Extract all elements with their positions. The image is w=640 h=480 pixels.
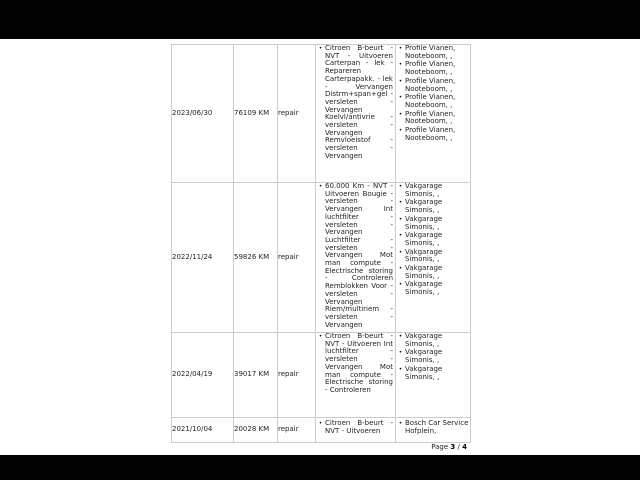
page-footer-label: Page	[431, 443, 449, 451]
garage-cell	[396, 333, 471, 418]
table-row	[172, 45, 471, 183]
garage-list-item	[396, 249, 470, 264]
work-items-text: Citroen B-beurt - NVT - Uitvoeren	[325, 419, 393, 435]
garage-list-item	[396, 199, 470, 214]
bullet-icon: •	[398, 215, 403, 223]
table-row	[172, 418, 471, 443]
work-items-text: Citroen B-beurt - NVT - Uitvoeren Int luchtfilter - versleten - Vervangen Mot man compute - Electrische storing - Controleren	[325, 332, 393, 394]
date-cell: 2022/11/24	[172, 183, 234, 333]
garage-list-item	[396, 216, 470, 231]
garage-name: Vakgarage Simonis, ,	[405, 332, 443, 348]
garage-name: Bosch Car Service Hofplein,	[405, 419, 469, 435]
garage-list-item	[396, 183, 470, 198]
garage-name: Vakgarage Simonis, ,	[405, 198, 443, 215]
bullet-icon: •	[398, 110, 403, 118]
bullet-icon: •	[398, 77, 403, 85]
garage-name: Vakgarage Simonis, ,	[405, 280, 443, 297]
garage-name: Profile Vianen, Nooteboom, ,	[405, 76, 456, 93]
page-footer	[171, 443, 467, 451]
garage-name: Vakgarage Simonis, ,	[405, 214, 443, 231]
bullet-icon: •	[398, 127, 403, 135]
garage-cell	[396, 183, 471, 333]
garage-list-item	[396, 265, 470, 280]
garage-list-item	[396, 232, 470, 247]
page-number-total: 4	[462, 443, 467, 451]
garage-name: Vakgarage Simonis, ,	[405, 348, 443, 365]
page-footer-separator: /	[457, 443, 460, 451]
garage-name: Profile Vianen, Nooteboom, ,	[405, 44, 456, 60]
garage-list-item	[396, 45, 470, 60]
garage-name: Vakgarage Simonis, ,	[405, 247, 443, 264]
work-list-item	[316, 45, 395, 161]
odometer-cell: 20028 KM	[234, 418, 278, 443]
maintenance-history-table	[171, 44, 471, 443]
bullet-icon: •	[398, 232, 403, 240]
garage-name: Vakgarage Simonis, ,	[405, 264, 443, 280]
page-number-current: 3	[450, 443, 456, 451]
work-items-text: 60.000 Km - NVT - Uitvoeren Bougie - versleten - Vervangen Int luchtfilter - versleten - Vervangen Luchtfilter - versleten - Vervangen Mot man compute - Electrische storing - Controleren Remblokken Voor - versleten - Vervangen Riem/multiriem - versleten - Vervangen	[325, 182, 393, 329]
garage-list-item	[396, 111, 470, 126]
garage-list-item	[396, 78, 470, 93]
odometer-cell: 59826 KM	[234, 183, 278, 333]
garage-list-item	[396, 61, 470, 76]
odometer-cell: 39017 KM	[234, 333, 278, 418]
work-list-item	[316, 420, 395, 435]
bullet-icon: •	[398, 94, 403, 102]
bullet-icon: •	[318, 333, 323, 340]
garage-name: Profile Vianen, Nooteboom, ,	[405, 60, 456, 77]
garage-cell	[396, 418, 471, 443]
date-cell: 2023/06/30	[172, 45, 234, 183]
garage-list-item	[396, 349, 470, 364]
bullet-icon: •	[398, 199, 403, 207]
garage-list-item	[396, 94, 470, 109]
garage-name: Vakgarage Simonis, ,	[405, 364, 443, 381]
work-items-cell	[316, 45, 396, 183]
record-type-cell: repair	[278, 183, 316, 333]
bullet-icon: •	[318, 45, 323, 52]
garage-list-item	[396, 366, 470, 381]
date-cell: 2021/10/04	[172, 418, 234, 443]
bullet-icon: •	[398, 61, 403, 69]
garage-name: Vakgarage Simonis, ,	[405, 231, 443, 247]
table-row	[172, 333, 471, 418]
bullet-icon: •	[398, 281, 403, 289]
odometer-cell: 76109 KM	[234, 45, 278, 183]
bullet-icon: •	[398, 183, 403, 190]
garage-name: Vakgarage Simonis, ,	[405, 182, 443, 198]
bullet-icon: •	[318, 183, 323, 190]
bullet-icon: •	[398, 333, 403, 340]
table-row	[172, 183, 471, 333]
bullet-icon: •	[398, 349, 403, 357]
record-type-cell: repair	[278, 333, 316, 418]
bullet-icon: •	[318, 420, 323, 427]
work-items-cell	[316, 333, 396, 418]
garage-list-item	[396, 420, 470, 435]
garage-name: Profile Vianen, Nooteboom, ,	[405, 109, 456, 126]
work-list-item	[316, 333, 395, 395]
garage-cell	[396, 45, 471, 183]
work-items-cell	[316, 183, 396, 333]
work-items-cell	[316, 418, 396, 443]
document-page	[0, 39, 640, 455]
bullet-icon: •	[398, 265, 403, 273]
garage-list-item	[396, 127, 470, 142]
garage-list-item	[396, 333, 470, 348]
bullet-icon: •	[398, 365, 403, 373]
garage-name: Profile Vianen, Nooteboom, ,	[405, 126, 456, 142]
bullet-icon: •	[398, 248, 403, 256]
garage-list-item	[396, 281, 470, 296]
bullet-icon: •	[398, 420, 403, 427]
work-list-item	[316, 183, 395, 329]
record-type-cell: repair	[278, 45, 316, 183]
bullet-icon: •	[398, 45, 403, 52]
work-items-text: Citroen B-beurt - NVT - Uitvoeren Carterpan - lek - Repareren Carterpapakk. - lek - Vervangen Distrm+span+gel - versleten - Vervangen Koelvl/antivrie - versleten - Vervangen Remvloeistof - versleten - Vervangen	[325, 44, 393, 160]
date-cell: 2022/04/19	[172, 333, 234, 418]
record-type-cell: repair	[278, 418, 316, 443]
garage-name: Profile Vianen, Nooteboom, ,	[405, 93, 456, 109]
